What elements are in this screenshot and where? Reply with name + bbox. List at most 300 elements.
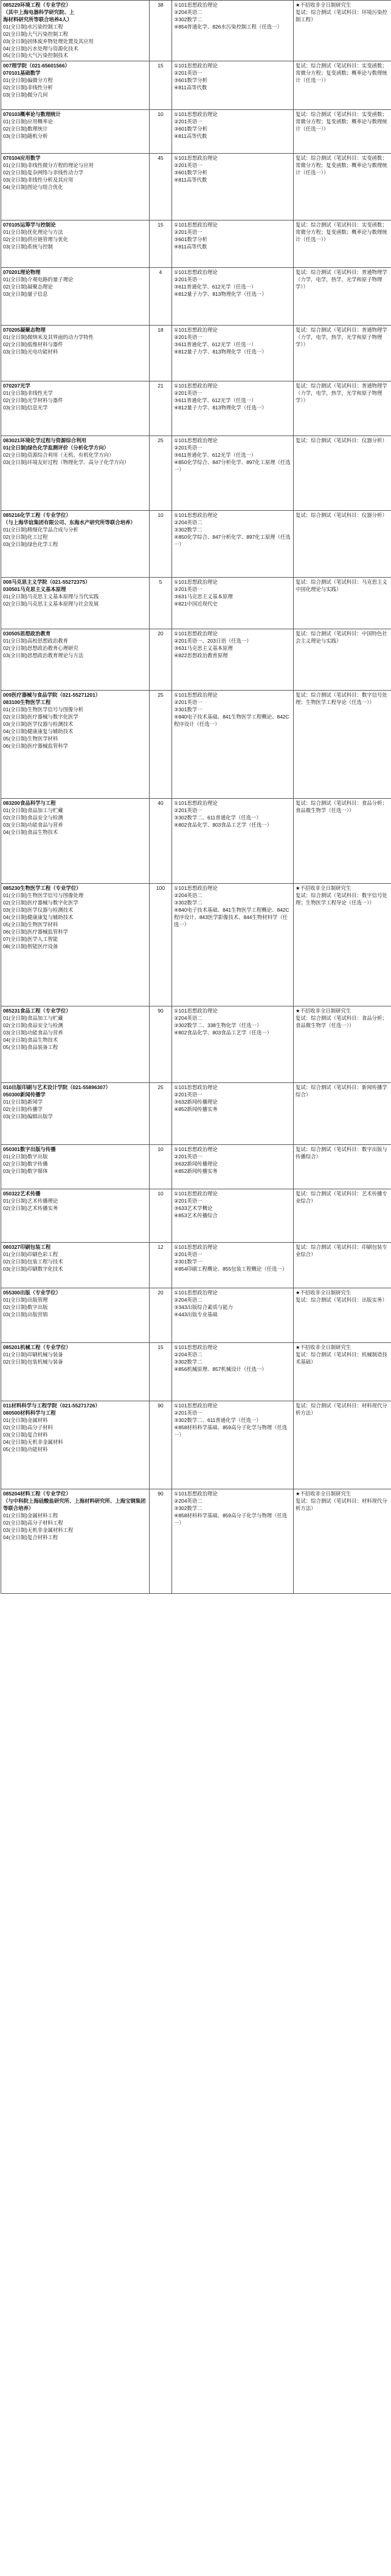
note-line: ★不招收非全日制研究生 xyxy=(296,2,351,8)
prog-line: 011材料科学与工程学院（021-55271726） xyxy=(3,1402,100,1409)
prog-line: （其中上海电器科学研究院、上 xyxy=(3,9,75,15)
subj-line: ④850化学综合、847分析化学、897化工原理（任选一） xyxy=(174,459,291,473)
prog-line: 01(全日制)食品加工与贮藏 xyxy=(3,807,63,814)
program-row xyxy=(1,511,391,578)
prog-line: 08(全日制)智能医疗设备 xyxy=(3,943,58,949)
program-cell xyxy=(1,268,150,326)
note-line: 复试：综合测试（笔试科目：印刷包装专业综合） xyxy=(296,1244,387,1258)
subj-line: ①101思想政治理论 xyxy=(174,1344,218,1351)
note-line: 复试：综合测试（笔试科目：新闻传播学综合） xyxy=(296,1084,387,1098)
prog-line: 04(全日制)图论与组合优化 xyxy=(3,184,63,191)
subj-line: ①101思想政治理论 xyxy=(174,1290,218,1296)
program-cell xyxy=(1,110,150,154)
prog-line: 085231食品工程（专业学位） xyxy=(3,1008,71,1014)
program-cell xyxy=(1,629,150,691)
note-line: ★不招收非全日制研究生 xyxy=(296,1344,351,1351)
subj-line: ③302数学二、338生物化学（任选一） xyxy=(174,1022,262,1029)
program-row xyxy=(1,154,391,220)
subj-line: ①101思想政治理论 xyxy=(174,800,218,807)
prog-line: 085204材料工程（专业学位） xyxy=(3,1491,71,1497)
prog-line: 02(全日制)马克思主义基本原理与社会发展 xyxy=(3,601,99,607)
subj-line: ③301数学一 xyxy=(174,706,202,713)
subj-line: ③611普通化学、612光学（任选一） xyxy=(174,341,257,348)
subj-line: ①101思想政治理论 xyxy=(174,1491,218,1497)
enrollment-count: 5 xyxy=(150,578,172,629)
subj-line: ③611普通化学、612光学（任选一） xyxy=(174,284,257,290)
notes-cell xyxy=(294,61,391,110)
prog-line: 04(全日制)污水处理与资源化技术 xyxy=(3,45,78,52)
prog-line: 01(全日制)食品加工与贮藏 xyxy=(3,1015,63,1022)
note-line: 复试：综合测试（笔试科目：环境污染控制工程） xyxy=(296,9,387,22)
subj-line: ②201英语一 xyxy=(174,162,202,169)
prog-line: 05(全日制)食品装备工程 xyxy=(3,1044,58,1050)
exam-subjects-cell xyxy=(172,1343,294,1401)
prog-line: 03(全日制)数字媒体 xyxy=(3,1168,48,1175)
subj-line: ①101思想政治理论 xyxy=(174,1008,218,1014)
enrollment-count: 45 xyxy=(150,154,172,220)
prog-line: 01(全日制)数字出版 xyxy=(3,1153,48,1160)
program-row xyxy=(1,381,391,436)
prog-line: 03(全日制)非线性分析及其应用 xyxy=(3,177,74,183)
subj-line: ①101思想政治理论 xyxy=(174,1191,218,1197)
program-row xyxy=(1,629,391,691)
enrollment-count: 4 xyxy=(150,268,172,326)
note-line: 复试：综合测试（笔试科目：数字信号处理；生物医学工程导论（任选一）） xyxy=(296,692,387,706)
note-line: 复试：综合测试（笔试科目：中国特色社会主义理论与实践） xyxy=(296,630,387,644)
prog-line: 04(全日制)复合材料工程 xyxy=(3,1534,58,1540)
subj-line: ②201英语一 xyxy=(174,118,202,125)
program-row xyxy=(1,220,391,268)
subj-line: ③633艺术学概论 xyxy=(174,1205,213,1212)
prog-line: 02(全日制)非线性分析 xyxy=(3,84,53,91)
prog-line: 海材料研究所等联合培养4人） xyxy=(3,16,72,22)
enrollment-count: 10 xyxy=(150,1189,172,1243)
prog-line: 03(全日制)印刷数字化技术 xyxy=(3,1266,63,1273)
program-row xyxy=(1,110,391,154)
note-line: 复试：综合测试（笔试科目：材料现代分析方法） xyxy=(296,1402,387,1416)
program-row xyxy=(1,1083,391,1145)
enrollment-count: 90 xyxy=(150,1006,172,1083)
program-cell xyxy=(1,326,150,381)
prog-line: 02(全日制)高分子材料 xyxy=(3,1424,53,1431)
prog-line: 01(全日制)优化理论与方法 xyxy=(3,229,63,236)
program-row xyxy=(1,1343,391,1401)
prog-line: 02(全日制)大气污染控制工程 xyxy=(3,30,69,37)
subj-line: ④812量子力学、813物理化学（任选一） xyxy=(174,405,267,411)
prog-line: 01(全日制)出版管理 xyxy=(3,1297,48,1303)
subj-line: ③302数学二 xyxy=(174,1505,202,1512)
prog-line: 02(全日制)数字传播 xyxy=(3,1161,48,1167)
subj-line: ③302数学二、611普通化学（任选一） xyxy=(174,815,261,821)
subj-line: ②201英语一 xyxy=(174,445,202,451)
notes-cell xyxy=(294,1489,391,1594)
subj-line: ①101思想政治理论 xyxy=(174,579,218,586)
prog-line: 070207光学 xyxy=(3,383,30,389)
notes-cell xyxy=(294,1343,391,1401)
subj-line: ④854普通化学、826水污染控制工程（任选一） xyxy=(174,23,282,30)
subj-line: ③632新闻传播理论 xyxy=(174,1099,218,1105)
enrollment-count: 20 xyxy=(150,1288,172,1343)
note-line: ★不招收非全日制研究生 xyxy=(296,885,351,892)
enrollment-count: 15 xyxy=(150,1343,172,1401)
prog-line: 070201理论物理 xyxy=(3,269,41,276)
note-line: 复试：综合测试（笔试科目：食品分析；食品微生物学（任选一）） xyxy=(296,800,387,814)
prog-line: 02(全日制)数理统计 xyxy=(3,126,48,132)
prog-line: 01(全日制)艺术传播理论 xyxy=(3,1198,58,1204)
enrollment-count: 100 xyxy=(150,884,172,1006)
prog-line: 01(全日制)高校思想政治教育 xyxy=(3,638,69,644)
prog-line: 05(全日制)生物医学材料 xyxy=(3,735,58,742)
prog-line: 01(全日制)印刷色彩工程 xyxy=(3,1251,58,1258)
notes-cell xyxy=(294,220,391,268)
subj-line: ①101思想政治理论 xyxy=(174,692,218,699)
program-row xyxy=(1,436,391,511)
note-line: 复试：综合测试（笔试科目：实变函数；常微分方程；复变函数；概率论与数理统计（任选一）） xyxy=(296,111,387,132)
program-cell xyxy=(1,511,150,578)
note-line: ★不招收非全日制研究生 xyxy=(296,1491,351,1497)
program-row xyxy=(1,326,391,381)
exam-subjects-cell xyxy=(172,220,294,268)
program-row xyxy=(1,578,391,629)
subj-line: ②204英语二 xyxy=(174,519,202,526)
prog-line: 02(全日制)供应链管理与优化 xyxy=(3,236,69,243)
subj-line: ②201英语一 xyxy=(174,1251,202,1258)
prog-line: 03(全日制)微分几何 xyxy=(3,92,48,98)
notes-cell xyxy=(294,1145,391,1189)
subj-line: ③601数学分析 xyxy=(174,169,207,176)
program-cell xyxy=(1,154,150,220)
program-row xyxy=(1,1288,391,1343)
note-line: 复试：综合测试（笔试科目：普通物理学（力学，电学，热学，光学和原子物理学）） xyxy=(296,383,387,404)
prog-line: 010出版印刷与艺术设计学院（021-55896307） xyxy=(3,1084,111,1091)
subj-line: ②204英语二 xyxy=(174,1351,202,1358)
prog-line: 01(全日制)精细化学品合成与分析 xyxy=(3,527,78,533)
prog-line: 01(全日制)金属材料工程 xyxy=(3,1512,58,1519)
exam-subjects-cell xyxy=(172,578,294,629)
enrollment-count: 25 xyxy=(150,1083,172,1145)
subj-line: ①101思想政治理论 xyxy=(174,1402,218,1409)
prog-line: 02(全日制)资源综合利用（无机、有机化学方向） xyxy=(3,452,114,459)
subj-line: ②201英语一 xyxy=(174,1410,202,1416)
prog-line: 02(全日制)数字出版 xyxy=(3,1304,48,1311)
prog-line: 070101基础数学 xyxy=(3,70,41,77)
exam-subjects-cell xyxy=(172,1401,294,1489)
note-line: 复试：综合测试（笔试科目：普通物理学（力学，电学，热学，光学和原子物理学）） xyxy=(296,327,387,348)
exam-subjects-cell xyxy=(172,629,294,691)
note-line: 复试：综合测试（笔试科目：普通物理学（力学，电学，热学，光学和原子物理学）） xyxy=(296,269,387,290)
prog-line: 02(全日制)食品安全与检测 xyxy=(3,815,63,821)
subj-line: ④812量子力学、813物理化学（任选一） xyxy=(174,291,267,298)
subj-line: ③301数学一 xyxy=(174,1259,202,1265)
prog-line: 02(全日制)传播学 xyxy=(3,1106,43,1113)
prog-line: 03(全日制)编辑出版学 xyxy=(3,1113,53,1120)
prog-line: 01(全日制)介观电路的量子理论 xyxy=(3,276,74,283)
program-table-body xyxy=(1,1,391,1594)
subj-line: ④852新闻传播实务 xyxy=(174,1106,218,1113)
subj-line: ④802食品化学、803食品工艺学（任选一） xyxy=(174,1030,272,1036)
prog-line: 02(全日制)凝聚态理论 xyxy=(3,284,53,290)
prog-line: 070103概率论与数理统计 xyxy=(3,111,61,118)
note-line: 复试：综合测试（笔试科目：实变函数；常微分方程；复变函数；概率论与数理统计（任选一）） xyxy=(296,222,387,243)
note-line: 复试：综合测试（笔试科目：材料现代分析方法） xyxy=(296,1498,387,1512)
exam-subjects-cell xyxy=(172,154,294,220)
prog-line: 03(全日制)医学仪器与检测技术 xyxy=(3,907,74,914)
prog-line: 02(全日制)食品安全与检测 xyxy=(3,1022,63,1029)
prog-line: 02(全日制)高分子材料工程 xyxy=(3,1520,63,1526)
program-table xyxy=(1,0,391,1594)
prog-line: 01(全日制)马克思主义基本原理与当代实践 xyxy=(3,593,99,600)
prog-line: 02(全日制)化工过程 xyxy=(3,534,48,541)
enrollment-count: 90 xyxy=(150,1401,172,1489)
subj-line: ④854印刷工程概论、855包装工程概论（任选一） xyxy=(174,1266,288,1273)
enrollment-count: 38 xyxy=(150,1,172,61)
program-row xyxy=(1,61,391,110)
enrollment-count: 25 xyxy=(150,691,172,799)
notes-cell xyxy=(294,1288,391,1343)
subj-line: ③302数学二 xyxy=(174,900,202,906)
program-row xyxy=(1,799,391,884)
enrollment-count: 10 xyxy=(150,110,172,154)
subj-line: ④858材料科学基础、859高分子化学与物理（任选一） xyxy=(174,1512,288,1526)
prog-line: 01(全日制)金属材料 xyxy=(3,1417,48,1424)
program-cell xyxy=(1,1145,150,1189)
prog-line: 03(全日制)信息光学 xyxy=(3,405,48,411)
notes-cell xyxy=(294,629,391,691)
program-row xyxy=(1,1489,391,1594)
subj-line: ①101思想政治理论 xyxy=(174,630,218,637)
prog-line: 070205凝聚态物理 xyxy=(3,327,46,333)
prog-line: 01(全日制)水污染控制工程 xyxy=(3,23,63,30)
subj-line: ②201英语一 xyxy=(174,390,202,397)
subj-line: ③302数学二、611普通化学（任选一） xyxy=(174,1417,261,1424)
program-row xyxy=(1,1189,391,1243)
subj-line: ①101思想政治理论 xyxy=(174,1084,218,1091)
subj-line: ③343出版综合素质与能力 xyxy=(174,1304,233,1311)
prog-line: 03(全日制)思想政治教育理论与方法 xyxy=(3,652,84,659)
notes-cell xyxy=(294,799,391,884)
prog-line: 083200食品科学与工程 xyxy=(3,800,56,807)
enrollment-count: 20 xyxy=(150,629,172,691)
subj-line: ①101思想政治理论 xyxy=(174,383,218,389)
prog-line: 007理学院（021-65601566） xyxy=(3,63,70,69)
subj-line: ③601数学分析 xyxy=(174,236,207,243)
prog-line: 070104应用数学 xyxy=(3,155,41,162)
prog-line: 02(全日制)包装机械与装备 xyxy=(3,1359,63,1365)
program-row xyxy=(1,884,391,1006)
note-line: 复试：综合测试（笔试科目：数字信号处理；生物医学工程导论（任选一）） xyxy=(296,892,387,906)
exam-subjects-cell xyxy=(172,884,294,1006)
program-cell xyxy=(1,884,150,1006)
subj-line: ③611普通化学、612光学（任选一） xyxy=(174,452,257,459)
prog-line: 07(全日制)医学人工智能 xyxy=(3,935,58,942)
notes-cell xyxy=(294,436,391,511)
prog-line: 009医疗器械与食品学院（021-55271201） xyxy=(3,692,101,699)
prog-line: 02(全日制)低维材料与器件 xyxy=(3,341,63,348)
prog-line: 070105运筹学与控制论 xyxy=(3,222,56,228)
enrollment-count: 18 xyxy=(150,326,172,381)
subj-line: ④811高等代数 xyxy=(174,177,207,183)
prog-line: 083021环境化学过程与资源综合利用 xyxy=(3,437,86,444)
prog-line: 03(全日制)功能食品与营养 xyxy=(3,1030,63,1036)
subj-line: ②204英语二 xyxy=(174,1498,202,1505)
enrollment-count: 12 xyxy=(150,1243,172,1288)
subj-line: ②201英语一、203日语（任选一） xyxy=(174,638,252,644)
prog-line: 04(全日制)无机非金属材料 xyxy=(3,1438,63,1445)
program-row xyxy=(1,1,391,61)
program-cell xyxy=(1,436,150,511)
program-cell xyxy=(1,1189,150,1243)
notes-cell xyxy=(294,1,391,61)
subj-line: ②201英语一 xyxy=(174,699,202,706)
program-row xyxy=(1,1243,391,1288)
subj-line: ②201英语一 xyxy=(174,70,202,77)
prog-line: 01(全日制)偏微分方程 xyxy=(3,77,53,84)
prog-line: 055300出版（专业学位） xyxy=(3,1290,61,1296)
program-cell xyxy=(1,220,150,268)
prog-line: 02(全日制)艺术传播实务 xyxy=(3,1205,58,1212)
prog-line: 03(全日制)出版营销 xyxy=(3,1311,48,1318)
subj-line: ②201英语一 xyxy=(174,276,202,283)
subj-line: ④811高等代数 xyxy=(174,84,207,91)
exam-subjects-cell xyxy=(172,326,294,381)
prog-line: 01(全日制)生物医学信号与图像分析 xyxy=(3,706,84,713)
subj-line: ②201英语一 xyxy=(174,1198,202,1204)
note-line: 复试：综合测试（笔试科目：实变函数；常微分方程；复变函数；概率论与数理统计（任选一）） xyxy=(296,63,387,84)
subj-line: ②204英语二 xyxy=(174,9,202,15)
prog-line: 03(全日制)量子信息 xyxy=(3,291,48,298)
note-line: 复试：综合测试（笔试科目：艺术传播专业综合） xyxy=(296,1191,387,1204)
prog-line: 03(全日制)系统与控制 xyxy=(3,244,53,250)
subj-line: ①101思想政治理论 xyxy=(174,269,218,276)
subj-line: ①101思想政治理论 xyxy=(174,155,218,162)
enrollment-count: 15 xyxy=(150,220,172,268)
notes-cell xyxy=(294,1243,391,1288)
note-line: 复试：综合测试（笔试科目：出版实务） xyxy=(296,1297,387,1303)
exam-subjects-cell xyxy=(172,1083,294,1145)
notes-cell xyxy=(294,1189,391,1243)
program-row xyxy=(1,268,391,326)
exam-subjects-cell xyxy=(172,1243,294,1288)
prog-line: 03(全日制)环境友好过程（物理化学、高分子化学方向） xyxy=(3,459,130,466)
subj-line: ②201英语一 xyxy=(174,586,202,593)
prog-line: （与中科院上海硅酸盐研究所、上海材料研究所、上海宝钢集团等联合培养） xyxy=(3,1498,146,1512)
subj-line: ①101思想政治理论 xyxy=(174,111,218,118)
subj-line: ③601数学分析 xyxy=(174,77,207,84)
prog-line: 083100生物医学工程 xyxy=(3,699,51,706)
prog-line: 085229环境工程（专业学位） xyxy=(3,2,71,8)
subj-line: ①101思想政治理论 xyxy=(174,1146,218,1153)
prog-line: 01(全日制)绿色化学监测评价（分析化学方向） xyxy=(3,445,109,451)
program-cell xyxy=(1,1006,150,1083)
subj-line: ②204英语二 xyxy=(174,892,202,899)
program-cell xyxy=(1,61,150,110)
subj-line: ④840电子技术基础、841生物医学工程概论、842C程序设计、843医学影像技术、844生物材料学（任选一） xyxy=(174,907,289,928)
subj-line: ③631马克思主义基本原理 xyxy=(174,593,233,600)
subj-line: ④856机械原理、857机械设计（任选一） xyxy=(174,1366,267,1373)
enrollment-count: 90 xyxy=(150,1489,172,1594)
subj-line: ③302数学二 xyxy=(174,1359,202,1365)
prog-line: 02(全日制)包装工程与技术 xyxy=(3,1259,63,1265)
prog-line: 02(全日制)医疗器械与数字化医学 xyxy=(3,714,78,720)
note-line: 复试：综合测试（笔试科目：马克思主义中国化理论与实践） xyxy=(296,579,387,593)
subj-line: ④821中国近现代史 xyxy=(174,601,218,607)
prog-line: 03(全日制)医学仪器与检测技术 xyxy=(3,721,74,728)
note-line: 复试：综合测试（笔试科目：仪器分析） xyxy=(296,512,387,519)
prog-line: 03(全日制)无机非金属材料工程 xyxy=(3,1526,74,1533)
prog-line: 05(全日制)生物医学材料 xyxy=(3,921,58,928)
prog-line: 080500材料科学与工程 xyxy=(3,1410,56,1416)
note-line: ★不招收非全日制研究生 xyxy=(296,1290,351,1296)
prog-line: 02(全日制)复杂网络与非线性动力学 xyxy=(3,169,84,176)
program-cell xyxy=(1,1083,150,1145)
exam-subjects-cell xyxy=(172,1006,294,1083)
notes-cell xyxy=(294,1083,391,1145)
subj-line: ④812量子力学、813物理化学（任选一） xyxy=(174,349,267,355)
subj-line: ④811高等代数 xyxy=(174,133,207,140)
program-cell xyxy=(1,1401,150,1489)
prog-line: 05(全日制)大气污染控制技术 xyxy=(3,52,69,59)
exam-subjects-cell xyxy=(172,381,294,436)
program-cell xyxy=(1,1343,150,1401)
exam-subjects-cell xyxy=(172,61,294,110)
program-cell xyxy=(1,691,150,799)
prog-line: 030505思想政治教育 xyxy=(3,630,51,637)
subj-line: ③631马克思主义基本原理 xyxy=(174,645,233,652)
notes-cell xyxy=(294,1006,391,1083)
notes-cell xyxy=(294,381,391,436)
exam-subjects-cell xyxy=(172,110,294,154)
exam-subjects-cell xyxy=(172,511,294,578)
prog-line: 04(全日制)健康康复与辅助技术 xyxy=(3,914,74,921)
exam-subjects-cell xyxy=(172,1189,294,1243)
subj-line: ③302数学二 xyxy=(174,16,202,22)
prog-line: 085216化学工程（专业学位） xyxy=(3,512,71,519)
prog-line: 03(全日制)光电功能材料 xyxy=(3,349,58,355)
program-row xyxy=(1,1145,391,1189)
prog-line: 01(全日制)印刷机械与装备 xyxy=(3,1351,63,1358)
enrollment-count: 10 xyxy=(150,1145,172,1189)
notes-cell xyxy=(294,511,391,578)
prog-line: 04(全日制)食品生物技术 xyxy=(3,1037,58,1044)
program-cell xyxy=(1,1243,150,1288)
prog-line: 01(全日制)微纳米及其界面的动力学特性 xyxy=(3,334,94,341)
exam-subjects-cell xyxy=(172,1145,294,1189)
exam-subjects-cell xyxy=(172,1489,294,1594)
note-line: 复试：综合测试（笔试科目：数字出版与传播综合） xyxy=(296,1146,387,1160)
notes-cell xyxy=(294,268,391,326)
subj-line: ①101思想政治理论 xyxy=(174,222,218,228)
subj-line: ④822思想政治教育原理 xyxy=(174,652,228,659)
subj-line: ①101思想政治理论 xyxy=(174,512,218,519)
notes-cell xyxy=(294,884,391,1006)
prog-line: 03(全日制)固体废弃物处理处置及其应用 xyxy=(3,38,94,44)
prog-line: 080327印刷包装工程 xyxy=(3,1244,51,1251)
prog-line: 01(全日制)非线性微分方程的理论与应用 xyxy=(3,162,94,169)
exam-subjects-cell xyxy=(172,436,294,511)
notes-cell xyxy=(294,691,391,799)
prog-line: 03(全日制)功能食品与营养 xyxy=(3,822,63,828)
subj-line: ②204英语二 xyxy=(174,1015,202,1022)
prog-line: 01(全日制)生物医学信号与图像处理 xyxy=(3,892,84,899)
prog-line: 050322艺术传播 xyxy=(3,1191,41,1197)
prog-line: （与上海华谊集团有限公司、东海水产研究所等联合培养） xyxy=(3,519,136,526)
prog-line: 01(全日制)应用概率论 xyxy=(3,118,53,125)
exam-subjects-cell xyxy=(172,691,294,799)
subj-line: ④443出版专业基础 xyxy=(174,1311,218,1318)
subj-line: ③611普通化学、612光学（任选一） xyxy=(174,397,257,404)
prog-line: 02(全日制)光学材料与器件 xyxy=(3,397,63,404)
exam-subjects-cell xyxy=(172,1288,294,1343)
